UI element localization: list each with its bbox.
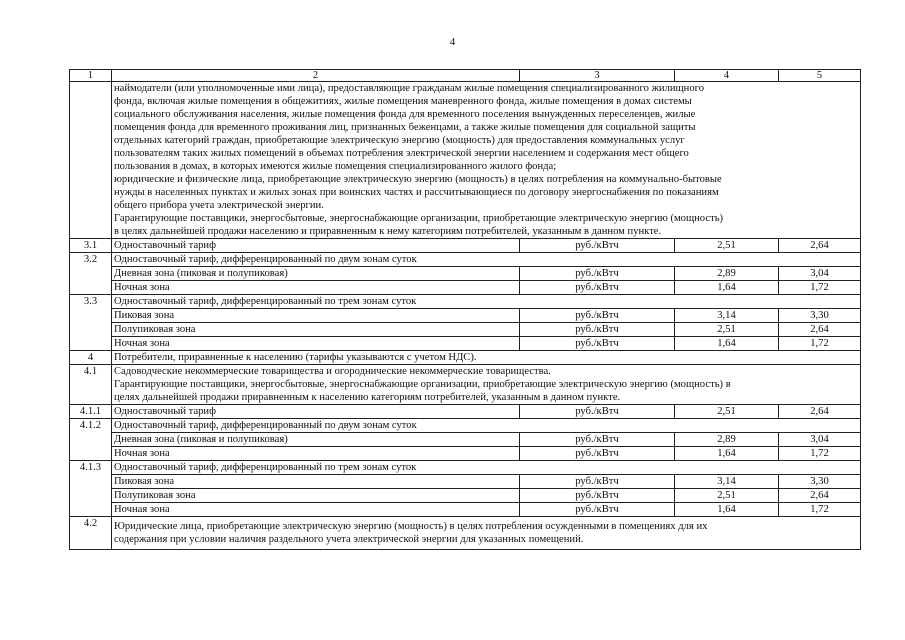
table-row	[70, 323, 861, 337]
unit-cell: руб./кВтч	[520, 489, 675, 503]
value-col-5: 3,04	[779, 267, 861, 281]
description-line: пользователям таких жилых помещений в объемах потребления электрической энергии населением и содержания мест общего	[114, 148, 689, 159]
row-number: 4	[70, 351, 112, 365]
value-col-5: 2,64	[779, 239, 861, 253]
table-row	[70, 309, 861, 323]
zone-name: Ночная зона	[112, 447, 520, 461]
description-line: Гарантирующие поставщики, энергосбытовые, энергоснабжающие организации, приобретающие электрическую энергию (мощность)	[114, 213, 724, 224]
category-description	[112, 517, 861, 550]
unit-cell: руб./кВтч	[520, 239, 675, 253]
table-row	[70, 337, 861, 351]
value-col-5: 1,72	[779, 337, 861, 351]
table-row	[70, 82, 861, 239]
tariff-subheading: Одноставочный тариф, дифференцированный по двум зонам суток	[112, 419, 861, 433]
header-col-3: 3	[520, 70, 675, 82]
table-row	[70, 433, 861, 447]
zone-name: Полупиковая зона	[112, 323, 520, 337]
value-col-5: 1,72	[779, 503, 861, 517]
value-col-4: 1,64	[675, 503, 779, 517]
value-col-4: 2,51	[675, 489, 779, 503]
tariff-table	[69, 69, 861, 550]
unit-cell: руб./кВтч	[520, 405, 675, 419]
section-heading: Потребители, приравненные к населению (тарифы указываются с учетом НДС).	[112, 351, 861, 365]
header-col-1: 1	[70, 70, 112, 82]
description-line: содержания при условии наличия раздельного учета электрической энергии для указанных помещений.	[114, 534, 584, 545]
description-line: общего прибора учета электрической энергии.	[114, 200, 324, 211]
tariff-subheading: Одноставочный тариф, дифференцированный по трем зонам суток	[112, 461, 861, 475]
row-number: 4.1.2	[70, 419, 112, 461]
table-row	[70, 295, 861, 309]
row-number: 3.3	[70, 295, 112, 351]
row-number: 4.2	[70, 517, 112, 550]
category-description	[112, 365, 861, 405]
value-col-4: 1,64	[675, 337, 779, 351]
table-row	[70, 517, 861, 550]
zone-name: Пиковая зона	[112, 309, 520, 323]
row-number: 4.1.3	[70, 461, 112, 517]
description-line: социального обслуживания населения, жилые помещения фонда для временного поселения вынужденных переселенцев, жилые	[114, 109, 696, 120]
value-col-4: 2,89	[675, 433, 779, 447]
unit-cell: руб./кВтч	[520, 309, 675, 323]
unit-cell: руб./кВтч	[520, 337, 675, 351]
value-col-4: 3,14	[675, 309, 779, 323]
zone-name: Ночная зона	[112, 503, 520, 517]
table-row	[70, 461, 861, 475]
value-col-4: 1,64	[675, 281, 779, 295]
tariff-name: Одноставочный тариф	[112, 405, 520, 419]
row-number: 4.1.1	[70, 405, 112, 419]
description-line: юридические и физические лица, приобретающие электрическую энергию (мощность) в целях потребления на коммунально-бытовые	[114, 174, 722, 185]
unit-cell: руб./кВтч	[520, 281, 675, 295]
unit-cell: руб./кВтч	[520, 447, 675, 461]
description-line: Садоводческие некоммерческие товарищества и огороднические некоммерческие товарищества.	[114, 366, 551, 377]
description-line: в целях дальнейшей продажи населению и приравненным к нему категориям потребителей, указанным в данном пункте.	[114, 226, 662, 237]
row-number: 4.1	[70, 365, 112, 405]
value-col-4: 2,51	[675, 405, 779, 419]
value-col-4: 2,51	[675, 323, 779, 337]
table-row	[70, 447, 861, 461]
table-row	[70, 351, 861, 365]
zone-name: Ночная зона	[112, 337, 520, 351]
description-line: помещения фонда для временного проживания лиц, признанных беженцами, а также жилые помещения для социальной защиты	[114, 122, 696, 133]
value-col-5: 1,72	[779, 281, 861, 295]
description-line: Юридические лица, приобретающие электрическую энергию (мощность) в целях потребления осужденными в помещениях для их	[114, 521, 708, 532]
description-line: пользования в домах, в которых имеются жилые помещения специализированного жилого фонда;	[114, 161, 557, 172]
continuation-description	[112, 82, 861, 239]
value-col-5: 2,64	[779, 489, 861, 503]
table-row	[70, 405, 861, 419]
description-line: целях дальнейшей продажи приравненным к населению категориям потребителей, указанным в данном пункте.	[114, 392, 621, 403]
value-col-4: 2,89	[675, 267, 779, 281]
unit-cell: руб./кВтч	[520, 323, 675, 337]
description-line: нужды в населенных пунктах и жилых зонах при воинских частях и рассчитывающиеся по договору энергоснабжения по показаниям	[114, 187, 719, 198]
value-col-4: 1,64	[675, 447, 779, 461]
table-row	[70, 503, 861, 517]
value-col-5: 2,64	[779, 405, 861, 419]
table-row	[70, 253, 861, 267]
table-row	[70, 281, 861, 295]
description-line: отдельных категорий граждан, приобретающие электрическую энергию (мощность) для предоставления коммунальных услуг	[114, 135, 685, 146]
zone-name: Пиковая зона	[112, 475, 520, 489]
value-col-5: 1,72	[779, 447, 861, 461]
table-row	[70, 239, 861, 253]
tariff-name: Одноставочный тариф	[112, 239, 520, 253]
zone-name: Ночная зона	[112, 281, 520, 295]
unit-cell: руб./кВтч	[520, 503, 675, 517]
table-row	[70, 475, 861, 489]
tariff-subheading: Одноставочный тариф, дифференцированный по двум зонам суток	[112, 253, 861, 267]
header-col-5: 5	[779, 70, 861, 82]
value-col-4: 3,14	[675, 475, 779, 489]
zone-name: Полупиковая зона	[112, 489, 520, 503]
table-row	[70, 365, 861, 405]
table-row	[70, 489, 861, 503]
row-number: 3.1	[70, 239, 112, 253]
header-col-2: 2	[112, 70, 520, 82]
value-col-5: 3,30	[779, 475, 861, 489]
unit-cell: руб./кВтч	[520, 267, 675, 281]
description-line: наймодатели (или уполномоченные ими лица), предоставляющие гражданам жилые помещения специализированного жилищного	[114, 83, 705, 94]
table-header-row	[70, 70, 861, 82]
tariff-subheading: Одноставочный тариф, дифференцированный по трем зонам суток	[112, 295, 861, 309]
description-line: фонда, включая жилые помещения в общежитиях, жилые помещения маневренного фонда, жилые помещения в домах системы	[114, 96, 692, 107]
unit-cell: руб./кВтч	[520, 433, 675, 447]
page-number: 4	[449, 36, 456, 48]
value-col-4: 2,51	[675, 239, 779, 253]
description-line: Гарантирующие поставщики, энергосбытовые, энергоснабжающие организации, приобретающие электрическую энергию (мощность) в	[114, 379, 731, 390]
value-col-5: 3,30	[779, 309, 861, 323]
value-col-5: 2,64	[779, 323, 861, 337]
table-row	[70, 267, 861, 281]
value-col-5: 3,04	[779, 433, 861, 447]
zone-name: Дневная зона (пиковая и полупиковая)	[112, 267, 520, 281]
table-row	[70, 419, 861, 433]
unit-cell: руб./кВтч	[520, 475, 675, 489]
row-number: 3.2	[70, 253, 112, 295]
header-col-4: 4	[675, 70, 779, 82]
zone-name: Дневная зона (пиковая и полупиковая)	[112, 433, 520, 447]
